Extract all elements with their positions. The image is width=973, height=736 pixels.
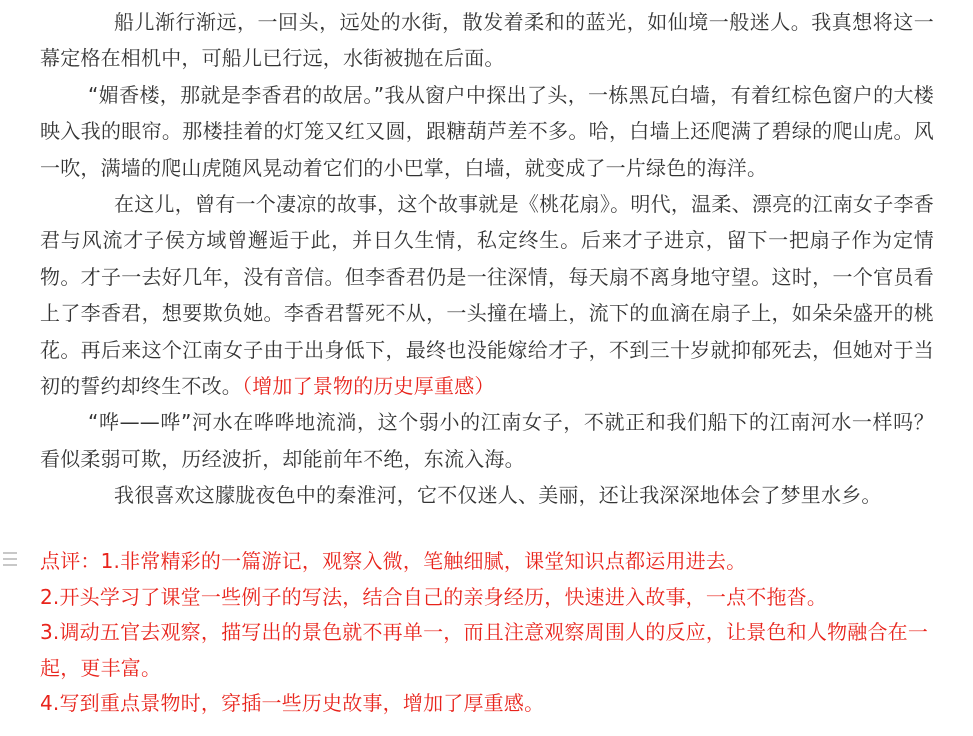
paragraph-3 — [40, 186, 934, 404]
teacher-annotation: （增加了景物的历史厚重感） — [242, 374, 495, 399]
paragraph-2 — [40, 77, 934, 186]
review-section — [40, 544, 934, 722]
drag-handle-bar — [3, 552, 17, 554]
review-line-3: 3.调动五官去观察，描写出的景色就不再单一，而且注意观察周围人的反应，让景色和人物融合在一起，更丰富。 — [40, 620, 929, 680]
paragraph-text: “媚香楼，那就是李香君的故居。”我从窗户中探出了头，一栋黑瓦白墙，有着红棕色窗户的大楼映入我的眼帘。那楼挂着的灯笼又红又圆，跟糖葫芦差不多。哈，白墙上还爬满了碧绿的爬山虎。风一吹，满墙的爬山虎随风晃动着它们的小巴掌，白墙，就变成了一片绿色的海洋。 — [40, 82, 934, 180]
drag-handle-bar — [3, 558, 17, 560]
article-body — [40, 4, 934, 514]
paragraph-text: 船儿渐行渐远，一回头，远处的水街，散发着柔和的蓝光，如仙境一般迷人。我真想将这一幕定格在相机中，可船儿已行远，水街被抛在后面。 — [40, 10, 934, 71]
review-line-4: 4.写到重点景物时，穿插一些历史故事，增加了厚重感。 — [40, 691, 545, 716]
drag-handle-bar — [3, 564, 17, 566]
drag-handle-icon[interactable] — [3, 552, 17, 566]
review-line-2: 2.开头学习了课堂一些例子的写法，结合自己的亲身经历，快速进入故事，一点不拖沓。 — [40, 584, 828, 609]
review-line-1: 点评：1.非常精彩的一篇游记，观察入微，笔触细腻，课堂知识点都运用进去。 — [40, 549, 747, 573]
paragraph-4 — [40, 404, 934, 477]
paragraph-text: “哗——哗”河水在哗哗地流淌，这个弱小的江南女子，不就正和我们船下的江南河水一样吗？看似柔弱可欺，历经波折，却能前年不绝，东流入海。 — [40, 410, 934, 471]
paragraph-text: 在这儿，曾有一个凄凉的故事，这个故事就是《桃花扇》。明代，温柔、漂亮的江南女子李香君与风流才子侯方域曾邂逅于此，并日久生情，私定终生。后来才子进京，留下一把扇子作为定情物。才子一去好几年，没有音信。但李香君仍是一往深情，每天扇不离身地守望。这时，一个官员看上了李香君，想要欺负她。李香君誓死不从，一头撞在墙上，流下的血滴在扇子上，如朵朵盛开的桃花。再后来这个江南女子由于出身低下，最终也没能嫁给才子，不到三十岁就抑郁死去，但她对于当初的誓约却终生不改。 — [40, 192, 934, 399]
paragraph-5 — [40, 477, 934, 513]
paragraph-1 — [40, 4, 934, 77]
paragraph-text: 我很喜欢这朦胧夜色中的秦淮河，它不仅迷人、美丽，还让我深深地体会了梦里水乡。 — [114, 483, 882, 508]
